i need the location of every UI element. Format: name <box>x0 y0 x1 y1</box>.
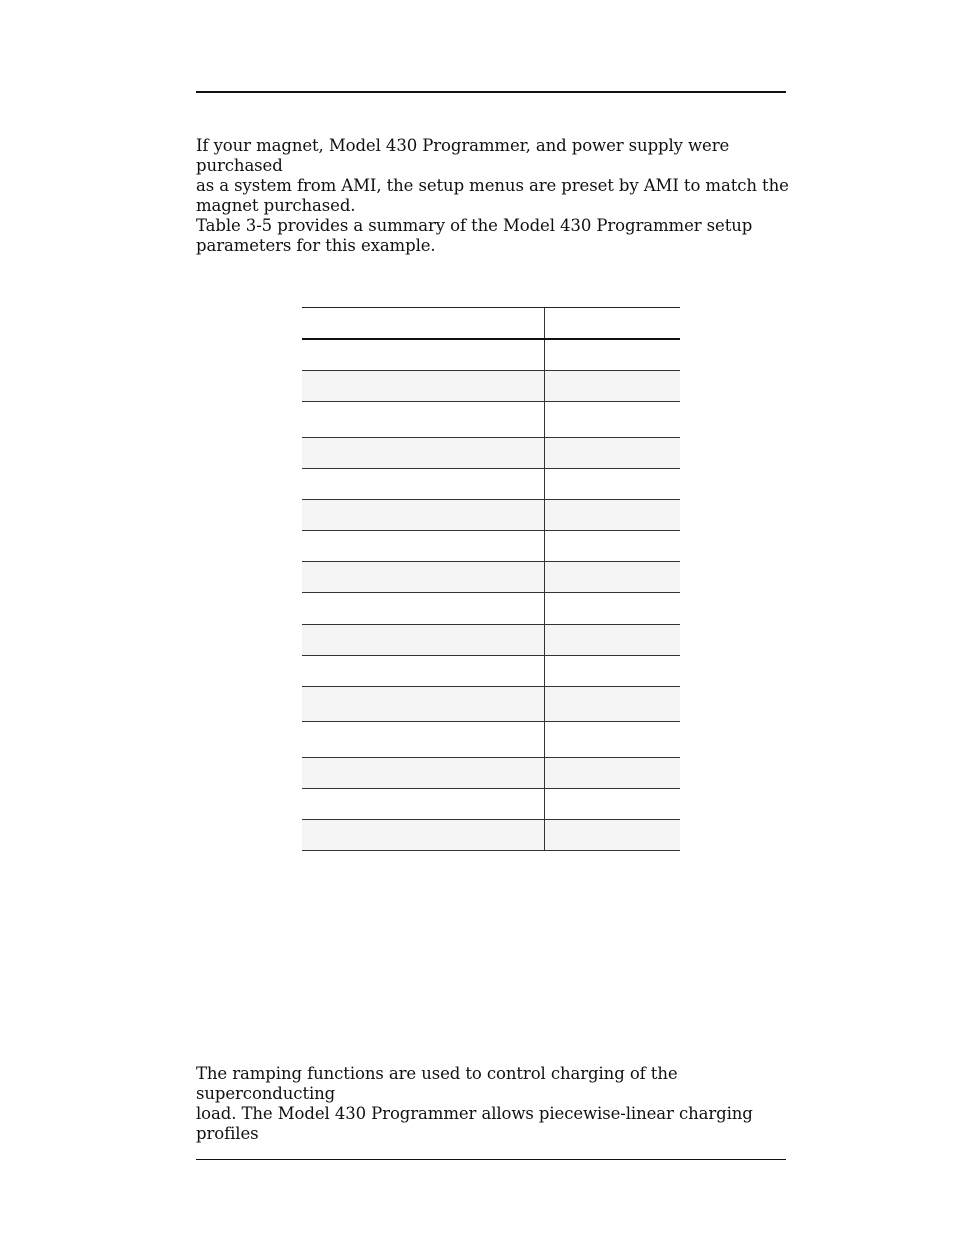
header-value-cell <box>545 308 680 338</box>
value-cell <box>545 625 680 655</box>
parameter-cell <box>302 656 545 686</box>
table-reference-paragraph: Table 3-5 provides a summary of the Model 430 Programmer setup parameters for this example. <box>196 216 753 255</box>
value-cell <box>545 371 680 401</box>
parameter-cell <box>302 402 545 437</box>
footer-rule <box>196 1159 786 1160</box>
table-row <box>302 758 680 789</box>
value-cell <box>545 340 680 370</box>
parameter-cell <box>302 625 545 655</box>
parameter-cell <box>302 789 545 819</box>
table-row <box>302 820 680 851</box>
value-cell <box>545 438 680 468</box>
table-row <box>302 722 680 758</box>
intro-paragraph: If your magnet, Model 430 Programmer, and power supply were purchased as a system from AMI, the setup menus are preset by AMI to match the magnet purchased. <box>196 136 789 215</box>
parameter-cell <box>302 500 545 530</box>
table-row <box>302 340 680 371</box>
value-cell <box>545 820 680 850</box>
table-row <box>302 593 680 625</box>
value-cell <box>545 722 680 757</box>
parameter-cell <box>302 340 545 370</box>
value-cell <box>545 789 680 819</box>
table-row <box>302 789 680 820</box>
setup-parameters-table <box>302 307 680 851</box>
table-row <box>302 562 680 593</box>
table-row <box>302 469 680 500</box>
value-cell <box>545 656 680 686</box>
table-row <box>302 687 680 722</box>
table-row <box>302 500 680 531</box>
header-parameter-cell <box>302 308 545 338</box>
table-row <box>302 438 680 469</box>
parameter-cell <box>302 371 545 401</box>
table-row <box>302 625 680 656</box>
table-header-row <box>302 308 680 340</box>
table-row <box>302 531 680 562</box>
header-rule <box>196 91 786 93</box>
parameter-cell <box>302 469 545 499</box>
parameter-cell <box>302 722 545 757</box>
value-cell <box>545 531 680 561</box>
parameter-cell <box>302 562 545 592</box>
value-cell <box>545 500 680 530</box>
parameter-cell <box>302 593 545 624</box>
parameter-cell <box>302 531 545 561</box>
value-cell <box>545 402 680 437</box>
value-cell <box>545 593 680 624</box>
parameter-cell <box>302 438 545 468</box>
parameter-cell <box>302 820 545 850</box>
value-cell <box>545 469 680 499</box>
table-row <box>302 656 680 687</box>
parameter-cell <box>302 758 545 788</box>
ramping-paragraph: The ramping functions are used to control charging of the superconducting load. The Model 430 Programmer allows piecewise-linear charging profiles <box>196 1064 753 1143</box>
value-cell <box>545 758 680 788</box>
value-cell <box>545 687 680 721</box>
table-row <box>302 402 680 438</box>
parameter-cell <box>302 687 545 721</box>
value-cell <box>545 562 680 592</box>
table-row <box>302 371 680 402</box>
